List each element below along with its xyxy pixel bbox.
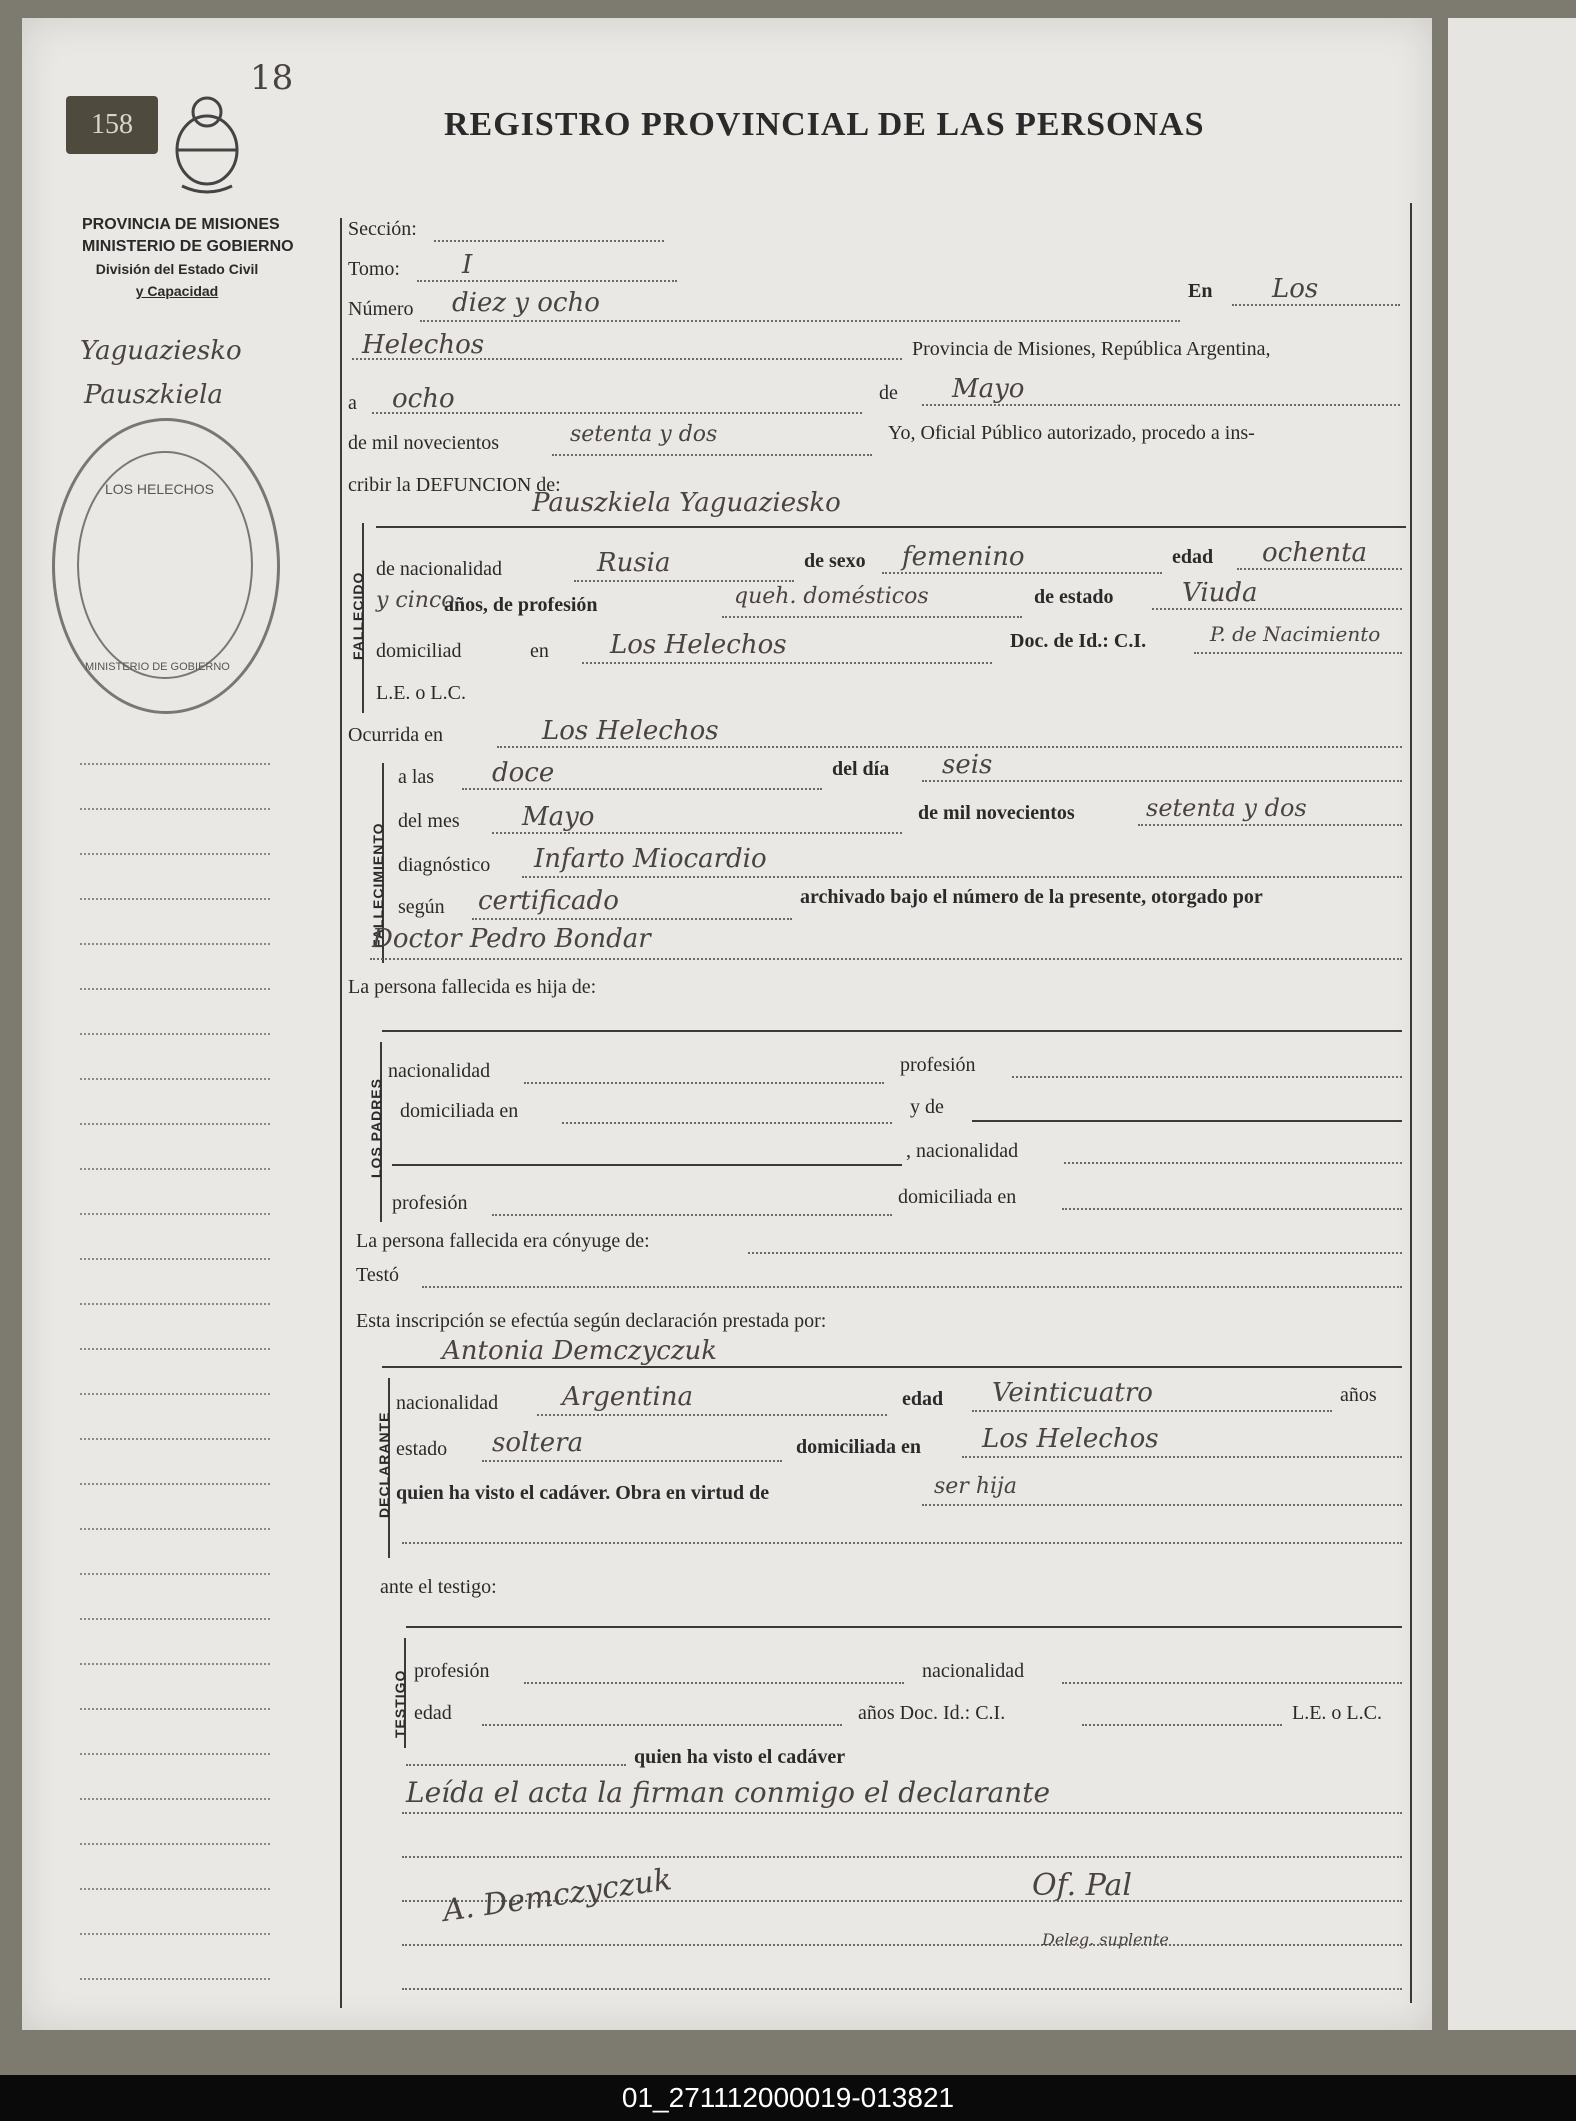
document-title: REGISTRO PROVINCIAL DE LAS PERSONAS	[444, 106, 1205, 143]
declarante-quien-label: quien ha visto el cadáver. Obra en virtud de	[396, 1482, 770, 1504]
diagnostico-value: Infarto Miocardio	[534, 844, 767, 874]
image-code: 01_271112000019-013821	[0, 2075, 1576, 2121]
declarante-virtud-field	[922, 1504, 1402, 1506]
fallecido-estado-label: de estado	[1034, 586, 1114, 608]
declarante-extra-field	[402, 1542, 1402, 1544]
padres-nacionalidad-field-2	[1064, 1162, 1402, 1164]
place-value: Helechos	[362, 330, 485, 360]
ministry-name: MINISTERIO DE GOBIERNO	[82, 238, 294, 255]
fallecido-sexo-field	[882, 572, 1162, 574]
testigo-intro-label: ante el testigo:	[380, 1576, 497, 1598]
archivado-label: archivado bajo el número de la presente, otorgado por	[800, 886, 1263, 908]
fallecido-edad-label: edad	[1172, 546, 1214, 568]
fallecido-domicilio-value: Los Helechos	[610, 630, 787, 660]
testo-field	[422, 1286, 1402, 1288]
mes-value: Mayo	[952, 374, 1025, 404]
padres-nacionalidad-label-2: , nacionalidad	[906, 1140, 1019, 1162]
conyuge-field	[748, 1252, 1402, 1254]
del-mes-field	[492, 832, 902, 834]
margin-surname: Yaguaziesko	[80, 336, 242, 366]
segun-value: certificado	[478, 886, 619, 916]
seccion-field	[434, 240, 664, 242]
del-mes-value: Mayo	[522, 802, 595, 832]
de-label: de	[879, 382, 898, 404]
form-left-border	[340, 218, 342, 2008]
leida-field	[402, 1812, 1402, 1814]
fallecimiento-de-mil-label: de mil novecientos	[918, 802, 1075, 824]
declarante-edad-field	[972, 1410, 1332, 1412]
padres-profesion-label-2: profesión	[392, 1192, 468, 1214]
blank-line-3	[402, 1944, 1402, 1946]
fallecido-profesion-field	[722, 616, 1022, 618]
seccion-label: Sección:	[348, 218, 417, 240]
stamp-place: LOS HELECHOS	[105, 481, 214, 497]
testigo-quien-label: quien ha visto el cadáver	[634, 1746, 846, 1768]
conyuge-label: La persona fallecida era cónyuge de:	[356, 1230, 650, 1252]
fallecimiento-side-label: FALLECIMIENTO	[370, 822, 386, 948]
padres-domiciliada-field-2	[1062, 1208, 1402, 1210]
testigo-quien-field	[406, 1764, 626, 1766]
padres-profesion-field-2	[492, 1214, 892, 1216]
testigo-edad-field	[482, 1724, 842, 1726]
fallecimiento-anio-value: setenta y dos	[1146, 794, 1307, 822]
del-mes-label: del mes	[398, 810, 460, 832]
place-field	[352, 358, 902, 360]
ocurrida-label: Ocurrida en	[348, 724, 443, 746]
fallecido-doc-value: P. de Nacimiento	[1210, 622, 1381, 646]
a-label: a	[348, 392, 357, 414]
padres-domiciliada-label-2: domiciliada en	[898, 1186, 1017, 1208]
testigo-profesion-field	[524, 1682, 904, 1684]
madre-name-field	[972, 1120, 1402, 1122]
coat-of-arms-icon	[162, 88, 252, 198]
fallecido-doc-label: Doc. de Id.: C.I.	[1010, 630, 1147, 652]
numero-value: diez y ocho	[452, 288, 600, 318]
del-dia-label: del día	[832, 758, 890, 780]
document-page	[22, 18, 1432, 2030]
otorgado-value: Doctor Pedro Bondar	[372, 924, 651, 954]
blank-line-1	[402, 1856, 1402, 1858]
padres-nacionalidad-label: nacionalidad	[388, 1060, 491, 1082]
oficial-signature-caption: Deleg. suplente	[1042, 1930, 1169, 1949]
form-right-border	[1410, 203, 1412, 2003]
padres-profesion-field	[1012, 1076, 1402, 1078]
anio-value: setenta y dos	[570, 422, 718, 447]
declarante-estado-label: estado	[396, 1438, 448, 1460]
padres-nacionalidad-field	[524, 1082, 884, 1084]
testigo-name-field	[406, 1626, 1402, 1628]
oficial-signature: Of. Pal	[1032, 1868, 1133, 1903]
fallecido-edad-field	[1237, 568, 1402, 570]
de-mil-label: de mil novecientos	[348, 432, 500, 454]
segun-label: según	[398, 896, 445, 918]
a-las-value: doce	[492, 758, 555, 788]
declarante-domicilio-value: Los Helechos	[982, 1424, 1159, 1454]
padre-name-field	[382, 1030, 1402, 1032]
declarante-signature: A. Demczyczuk	[440, 1862, 674, 1929]
fallecimiento-anio-field	[1138, 824, 1402, 826]
fallecido-domiciliad-label: domiciliad	[376, 640, 462, 662]
fallecido-name-value: Pauszkiela Yaguaziesko	[532, 488, 841, 518]
fallecido-doc-field	[1194, 652, 1402, 654]
fallecido-nacionalidad-field	[574, 580, 794, 582]
declarante-nacionalidad-value: Argentina	[562, 1382, 693, 1412]
declarante-domiciliada-label: domiciliada en	[796, 1436, 922, 1458]
fallecido-side-label: FALLECIDO	[350, 571, 366, 660]
tomo-value: I	[462, 250, 473, 280]
fallecido-estado-field	[1152, 608, 1402, 610]
declarante-name-field	[382, 1366, 1402, 1368]
fallecido-estado-value: Viuda	[1182, 578, 1258, 608]
province-header	[82, 214, 294, 302]
declarante-name-value: Antonia Demczyczuk	[442, 1336, 718, 1366]
segun-field	[472, 918, 792, 920]
oficial-label: Yo, Oficial Público autorizado, procedo a ins-	[888, 422, 1255, 444]
a-value: ocho	[392, 384, 455, 414]
testigo-le-label: L.E. o L.C.	[1292, 1702, 1382, 1724]
a-las-label: a las	[398, 766, 435, 788]
fallecido-nacionalidad-value: Rusia	[597, 548, 671, 578]
dia-value: seis	[942, 750, 993, 780]
blank-line-4	[402, 1988, 1402, 1990]
testigo-nacionalidad-field	[1062, 1682, 1402, 1684]
declarante-nacionalidad-field	[537, 1414, 887, 1416]
fallecido-nacionalidad-label: de nacionalidad	[376, 558, 503, 580]
fallecido-edad-value-2: y cinco	[376, 588, 455, 613]
diagnostico-field	[522, 876, 1402, 878]
ocurrida-field	[497, 746, 1402, 748]
fallecido-profesion-label: años, de profesión	[444, 594, 598, 616]
testigo-profesion-label: profesión	[414, 1660, 490, 1682]
margin-given-name: Pauszkiela	[84, 380, 223, 410]
leida-value: Leída el acta la firman conmigo el declarante	[406, 1776, 1051, 1809]
fallecido-edad-value: ochenta	[1262, 538, 1368, 568]
cribir-label: cribir la DEFUNCION de:	[348, 474, 561, 496]
testigo-side-label: TESTIGO	[392, 1669, 408, 1738]
hija-label: La persona fallecida es hija de:	[348, 976, 597, 998]
provincia-label: Provincia de Misiones, República Argentina,	[912, 338, 1271, 360]
dia-field	[922, 780, 1402, 782]
testigo-nacionalidad-label: nacionalidad	[922, 1660, 1025, 1682]
a-las-field	[462, 788, 822, 790]
province-name: PROVINCIA DE MISIONES	[82, 216, 280, 233]
official-stamp	[52, 418, 280, 714]
declarante-edad-value: Veinticuatro	[992, 1378, 1153, 1408]
tomo-label: Tomo:	[348, 258, 400, 280]
record-badge: 158	[66, 96, 158, 154]
declarante-anios-label: años	[1340, 1384, 1377, 1406]
fallecido-sexo-label: de sexo	[804, 550, 866, 572]
fallecido-domicilio-field	[582, 662, 992, 664]
otorgado-field	[370, 958, 1402, 960]
stamp-ministry: MINISTERIO DE GOBIERNO	[85, 661, 230, 673]
en-label: En	[1188, 280, 1213, 302]
testigo-anios-doc-label: años Doc. Id.: C.I.	[858, 1702, 1006, 1724]
en-value: Los	[1272, 274, 1319, 304]
madre-line-field	[392, 1164, 902, 1166]
declarante-edad-label: edad	[902, 1388, 944, 1410]
declarante-estado-field	[482, 1460, 782, 1462]
padres-profesion-label: profesión	[900, 1054, 976, 1076]
declarante-nacionalidad-label: nacionalidad	[396, 1392, 499, 1414]
testigo-doc-field	[1082, 1724, 1282, 1726]
fallecido-en-label: en	[530, 640, 549, 662]
fallecido-le-label: L.E. o L.C.	[376, 682, 466, 704]
declarante-side-label: DECLARANTE	[376, 1411, 392, 1518]
testigo-edad-label: edad	[414, 1702, 452, 1724]
declarante-estado-value: soltera	[492, 1428, 584, 1458]
adjacent-page-edge	[1448, 18, 1576, 2030]
tomo-field	[417, 280, 677, 282]
testo-label: Testó	[356, 1264, 400, 1286]
diagnostico-label: diagnóstico	[398, 854, 491, 876]
a-field	[372, 412, 862, 414]
en-field	[1232, 304, 1400, 306]
fallecido-profesion-value: queh. domésticos	[734, 584, 929, 609]
folio-number: 18	[250, 58, 294, 98]
anio-field	[552, 454, 872, 456]
mes-field	[922, 404, 1400, 406]
padres-domiciliada-label: domiciliada en	[400, 1100, 519, 1122]
padres-y-de-label: y de	[910, 1096, 944, 1118]
division-line-1: División del Estado Civil	[95, 261, 259, 277]
numero-field	[420, 320, 1180, 322]
fallecido-name-field	[376, 526, 1406, 528]
inscripcion-label: Esta inscripción se efectúa según declaración prestada por:	[356, 1310, 827, 1332]
division-line-2: y Capacidad	[135, 283, 219, 299]
declarante-virtud-value: ser hija	[934, 1474, 1017, 1499]
numero-label: Número	[348, 298, 414, 320]
fallecido-sexo-value: femenino	[902, 542, 1025, 572]
declarante-domicilio-field	[962, 1456, 1402, 1458]
padres-domiciliada-field	[562, 1122, 892, 1124]
padres-side-label: LOS PADRES	[368, 1078, 384, 1178]
ocurrida-value: Los Helechos	[542, 716, 719, 746]
